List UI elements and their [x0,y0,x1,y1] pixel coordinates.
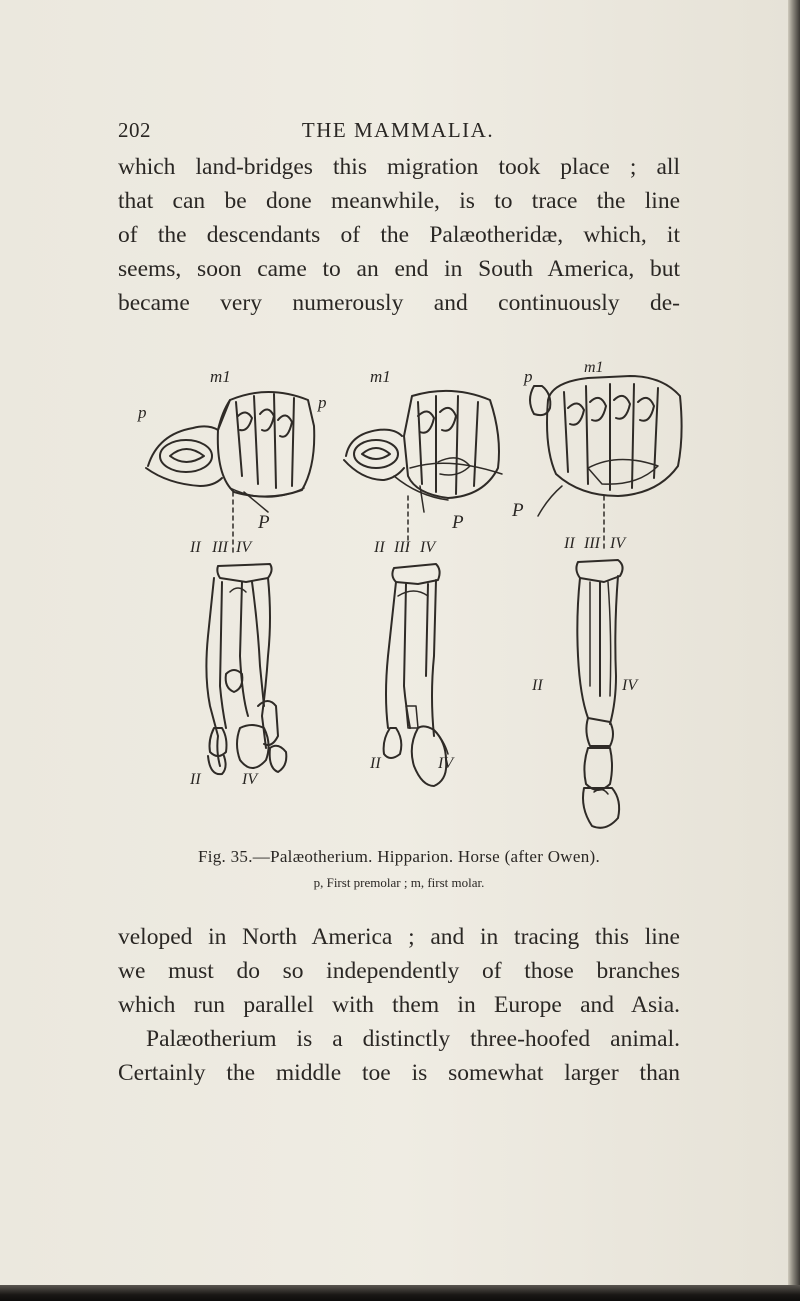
palaeotherium-foot-drawing [206,492,286,774]
palaeotherium-teeth-drawing [146,392,314,497]
text-line: veloped in North America ; and in tracing this line [118,924,680,950]
label-IV-hipparion: IV [420,539,436,556]
text-line: that can be done meanwhile, is to trace the line [118,188,680,214]
paragraph-1 [118,150,680,320]
hipparion-teeth-drawing [344,391,502,500]
label-P-palaeotherium: P [258,512,270,533]
figure-35 [118,356,718,842]
label-P-hipparion: P [452,512,464,533]
label-IV-palaeotherium: IV [236,539,252,556]
text-line: seems, soon came to an end in South America, but [118,256,680,282]
horse-teeth-drawing [530,376,682,516]
page-binding-shadow [788,0,800,1301]
label-IV-palaeotherium-toe: IV [242,771,258,788]
text-line: which run parallel with them in Europe and Asia. [118,992,680,1018]
page-bottom-shadow [0,1285,800,1301]
label-p-horse: p [524,367,533,386]
label-IV-horse: IV [610,535,626,552]
label-III-hipparion: III [394,539,410,556]
text-line: we must do so independently of those branches [118,958,680,984]
figure-legend: p, First premolar ; m, first molar. [313,875,485,890]
label-p-palaeotherium: p [138,403,147,422]
text-line: Certainly the middle toe is somewhat larger than [118,1060,680,1086]
label-II-hipparion-toe: II [370,755,381,772]
page-header [118,118,678,148]
text-line: became very numerously and continuously de- [118,290,680,316]
label-IV-horse-splint: IV [622,677,638,694]
label-p-hipparion: p [318,393,327,412]
page-number: 202 [118,118,151,142]
label-P-horse: P [512,500,524,521]
label-II-palaeotherium-toe: II [190,771,201,788]
label-m1-horse: m1 [584,359,604,376]
label-IV-hipparion-toe: IV [438,755,454,772]
label-III-horse: III [584,535,600,552]
running-title: THE MAMMALIA. [301,118,495,142]
fossil-illustration [118,356,718,842]
text-line: of the descendants of the Palæotheridæ, which, it [118,222,680,248]
hipparion-foot-drawing [384,486,448,786]
label-m1-palaeotherium: m1 [210,367,231,386]
label-II-horse: II [564,535,575,552]
label-II-horse-splint: II [532,677,543,694]
label-II-hipparion: II [374,539,385,556]
text-line: Palæotherium is a distinctly three-hoofed animal. [146,1026,680,1052]
label-II-palaeotherium: II [190,539,201,556]
text-line: which land-bridges this migration took place ; all [118,154,680,180]
label-III-palaeotherium: III [212,539,228,556]
paragraph-2 [118,920,680,1090]
label-m1-hipparion: m1 [370,367,391,386]
figure-caption: Fig. 35.—Palæotherium. Hipparion. Horse (after Owen). [197,847,601,866]
